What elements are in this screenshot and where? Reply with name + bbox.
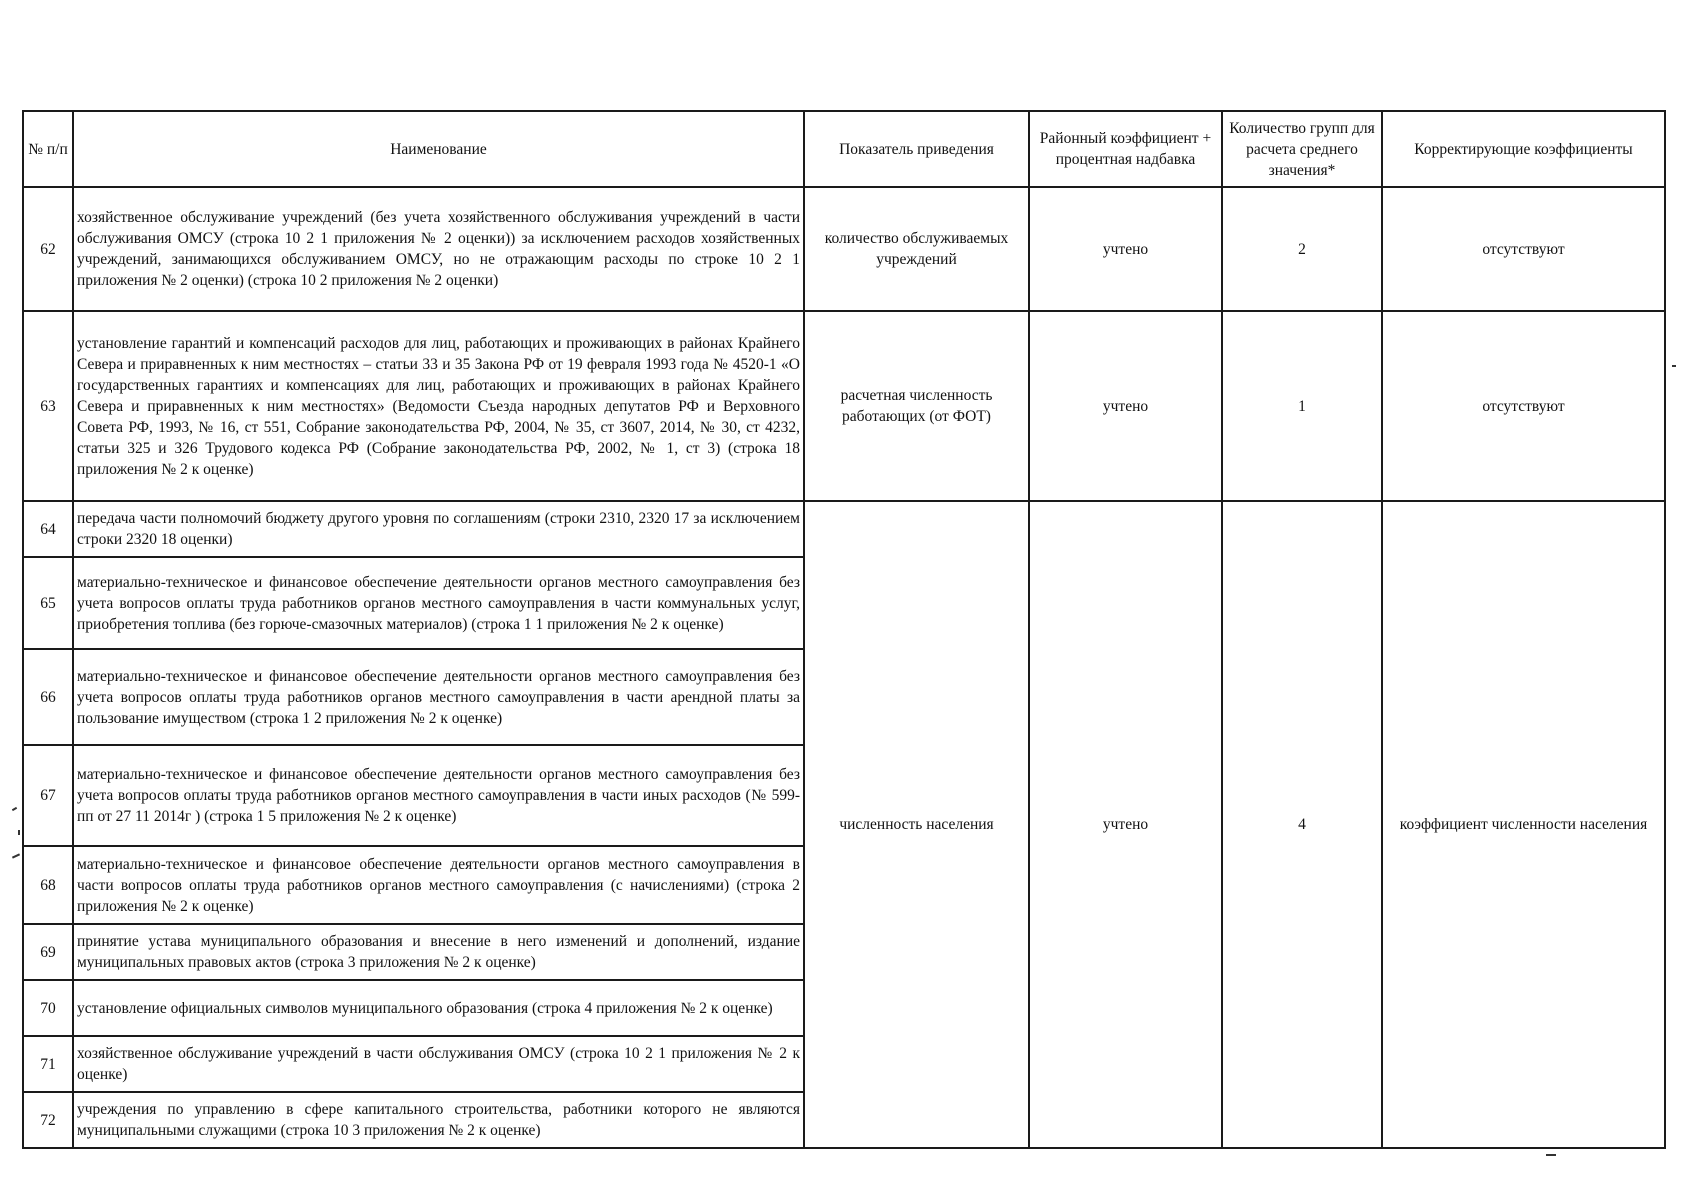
merged-indicator: численность населения	[804, 501, 1029, 1148]
row-coef: учтено	[1029, 187, 1222, 311]
row-number: 62	[23, 187, 73, 311]
row-groups: 2	[1222, 187, 1382, 311]
row-name: хозяйственное обслуживание учреждений в части обслуживания ОМСУ (строка 10 2 1 приложения № 2 к оценке)	[73, 1036, 804, 1092]
row-name: хозяйственное обслуживание учреждений (без учета хозяйственного обслуживания учреждений в части обслуживания ОМСУ (строка 10 2 1 приложения № 2 оценки)) за исключением расходов хозяйственных учреждений, занимающихся обслуживанием ОМСУ, но не отражающим расходы по строке 10 2 1 приложения № 2 оценки) (строка 10 2 приложения № 2 оценки)	[73, 187, 804, 311]
table-row	[23, 501, 1665, 557]
header-num: № п/п	[23, 111, 73, 187]
row-number: 65	[23, 557, 73, 649]
scan-speck	[18, 830, 20, 835]
merged-coef: учтено	[1029, 501, 1222, 1148]
table-header-row	[23, 111, 1665, 187]
row-number: 68	[23, 846, 73, 924]
scan-speck	[12, 807, 17, 811]
row-number: 66	[23, 649, 73, 745]
row-correction: отсутствуют	[1382, 311, 1665, 501]
merged-groups: 4	[1222, 501, 1382, 1148]
row-name: передача части полномочий бюджету другого уровня по соглашениям (строки 2310, 2320 17 за исключением строки 2320 18 оценки)	[73, 501, 804, 557]
row-number: 71	[23, 1036, 73, 1092]
row-name: установление гарантий и компенсаций расходов для лиц, работающих и проживающих в районах Крайнего Севера и приравненных к ним местностях – статьи 33 и 35 Закона РФ от 19 февраля 1993 года № 4520-1 «О государственных гарантиях и компенсациях для лиц, работающих и проживающих в районах Крайнего Севера и приравненных к ним местностях» (Ведомости Съезда народных депутатов РФ и Верховного Совета РФ, 1993, № 16, ст 551, Собрание законодательства РФ, 2004, № 35, ст 3607, 2014, № 30, ст 4232, статьи 325 и 326 Трудового кодекса РФ (Собрание законодательства РФ, 2002, № 1, ст 3) (строка 18 приложения № 2 к оценке)	[73, 311, 804, 501]
row-groups: 1	[1222, 311, 1382, 501]
merged-correction: коэффициент численности населения	[1382, 501, 1665, 1148]
row-number: 70	[23, 980, 73, 1036]
table-row	[23, 311, 1665, 501]
scan-speck	[12, 853, 20, 858]
header-indicator: Показатель приведения	[804, 111, 1029, 187]
row-number: 72	[23, 1092, 73, 1148]
row-name: материально-техническое и финансовое обеспечение деятельности органов местного самоуправления в части вопросов оплаты труда работников органов местного самоуправления (с начислениями) (строка 2 приложения № 2 к оценке)	[73, 846, 804, 924]
header-coef: Районный коэффициент + процентная надбавка	[1029, 111, 1222, 187]
row-name: принятие устава муниципального образования и внесение в него изменений и дополнений, издание муниципальных правовых актов (строка 3 приложения № 2 к оценке)	[73, 924, 804, 980]
row-number: 67	[23, 745, 73, 846]
row-correction: отсутствуют	[1382, 187, 1665, 311]
row-coef: учтено	[1029, 311, 1222, 501]
row-name: материально-техническое и финансовое обеспечение деятельности органов местного самоуправления без учета вопросов оплаты труда работников органов местного самоуправления в части иных расходов (№ 599-пп от 27 11 2014г ) (строка 1 5 приложения № 2 к оценке)	[73, 745, 804, 846]
scan-speck	[1546, 1154, 1556, 1156]
header-name: Наименование	[73, 111, 804, 187]
document-sheet	[22, 110, 1664, 1149]
row-name: учреждения по управлению в сфере капитального строительства, работники которого не являются муниципальными служащими (строка 10 3 приложения № 2 к оценке)	[73, 1092, 804, 1148]
header-correction: Корректирующие коэффициенты	[1382, 111, 1665, 187]
row-name: материально-техническое и финансовое обеспечение деятельности органов местного самоуправления без учета вопросов оплаты труда работников органов местного самоуправления в части арендной платы за пользование имуществом (строка 1 2 приложения № 2 к оценке)	[73, 649, 804, 745]
row-number: 64	[23, 501, 73, 557]
row-number: 69	[23, 924, 73, 980]
row-number: 63	[23, 311, 73, 501]
row-name: материально-техническое и финансовое обеспечение деятельности органов местного самоуправления без учета вопросов оплаты труда работников органов местного самоуправления в части коммунальных услуг, приобретения топлива (без горюче-смазочных материалов) (строка 1 1 приложения № 2 к оценке)	[73, 557, 804, 649]
table-row	[23, 187, 1665, 311]
row-name: установление официальных символов муниципального образования (строка 4 приложения № 2 к оценке)	[73, 980, 804, 1036]
row-indicator: расчетная численность работающих (от ФОТ)	[804, 311, 1029, 501]
header-groups: Количество групп для расчета среднего значения*	[1222, 111, 1382, 187]
row-indicator: количество обслуживаемых учреждений	[804, 187, 1029, 311]
coefficients-table	[22, 110, 1666, 1149]
scan-speck	[1672, 365, 1676, 367]
